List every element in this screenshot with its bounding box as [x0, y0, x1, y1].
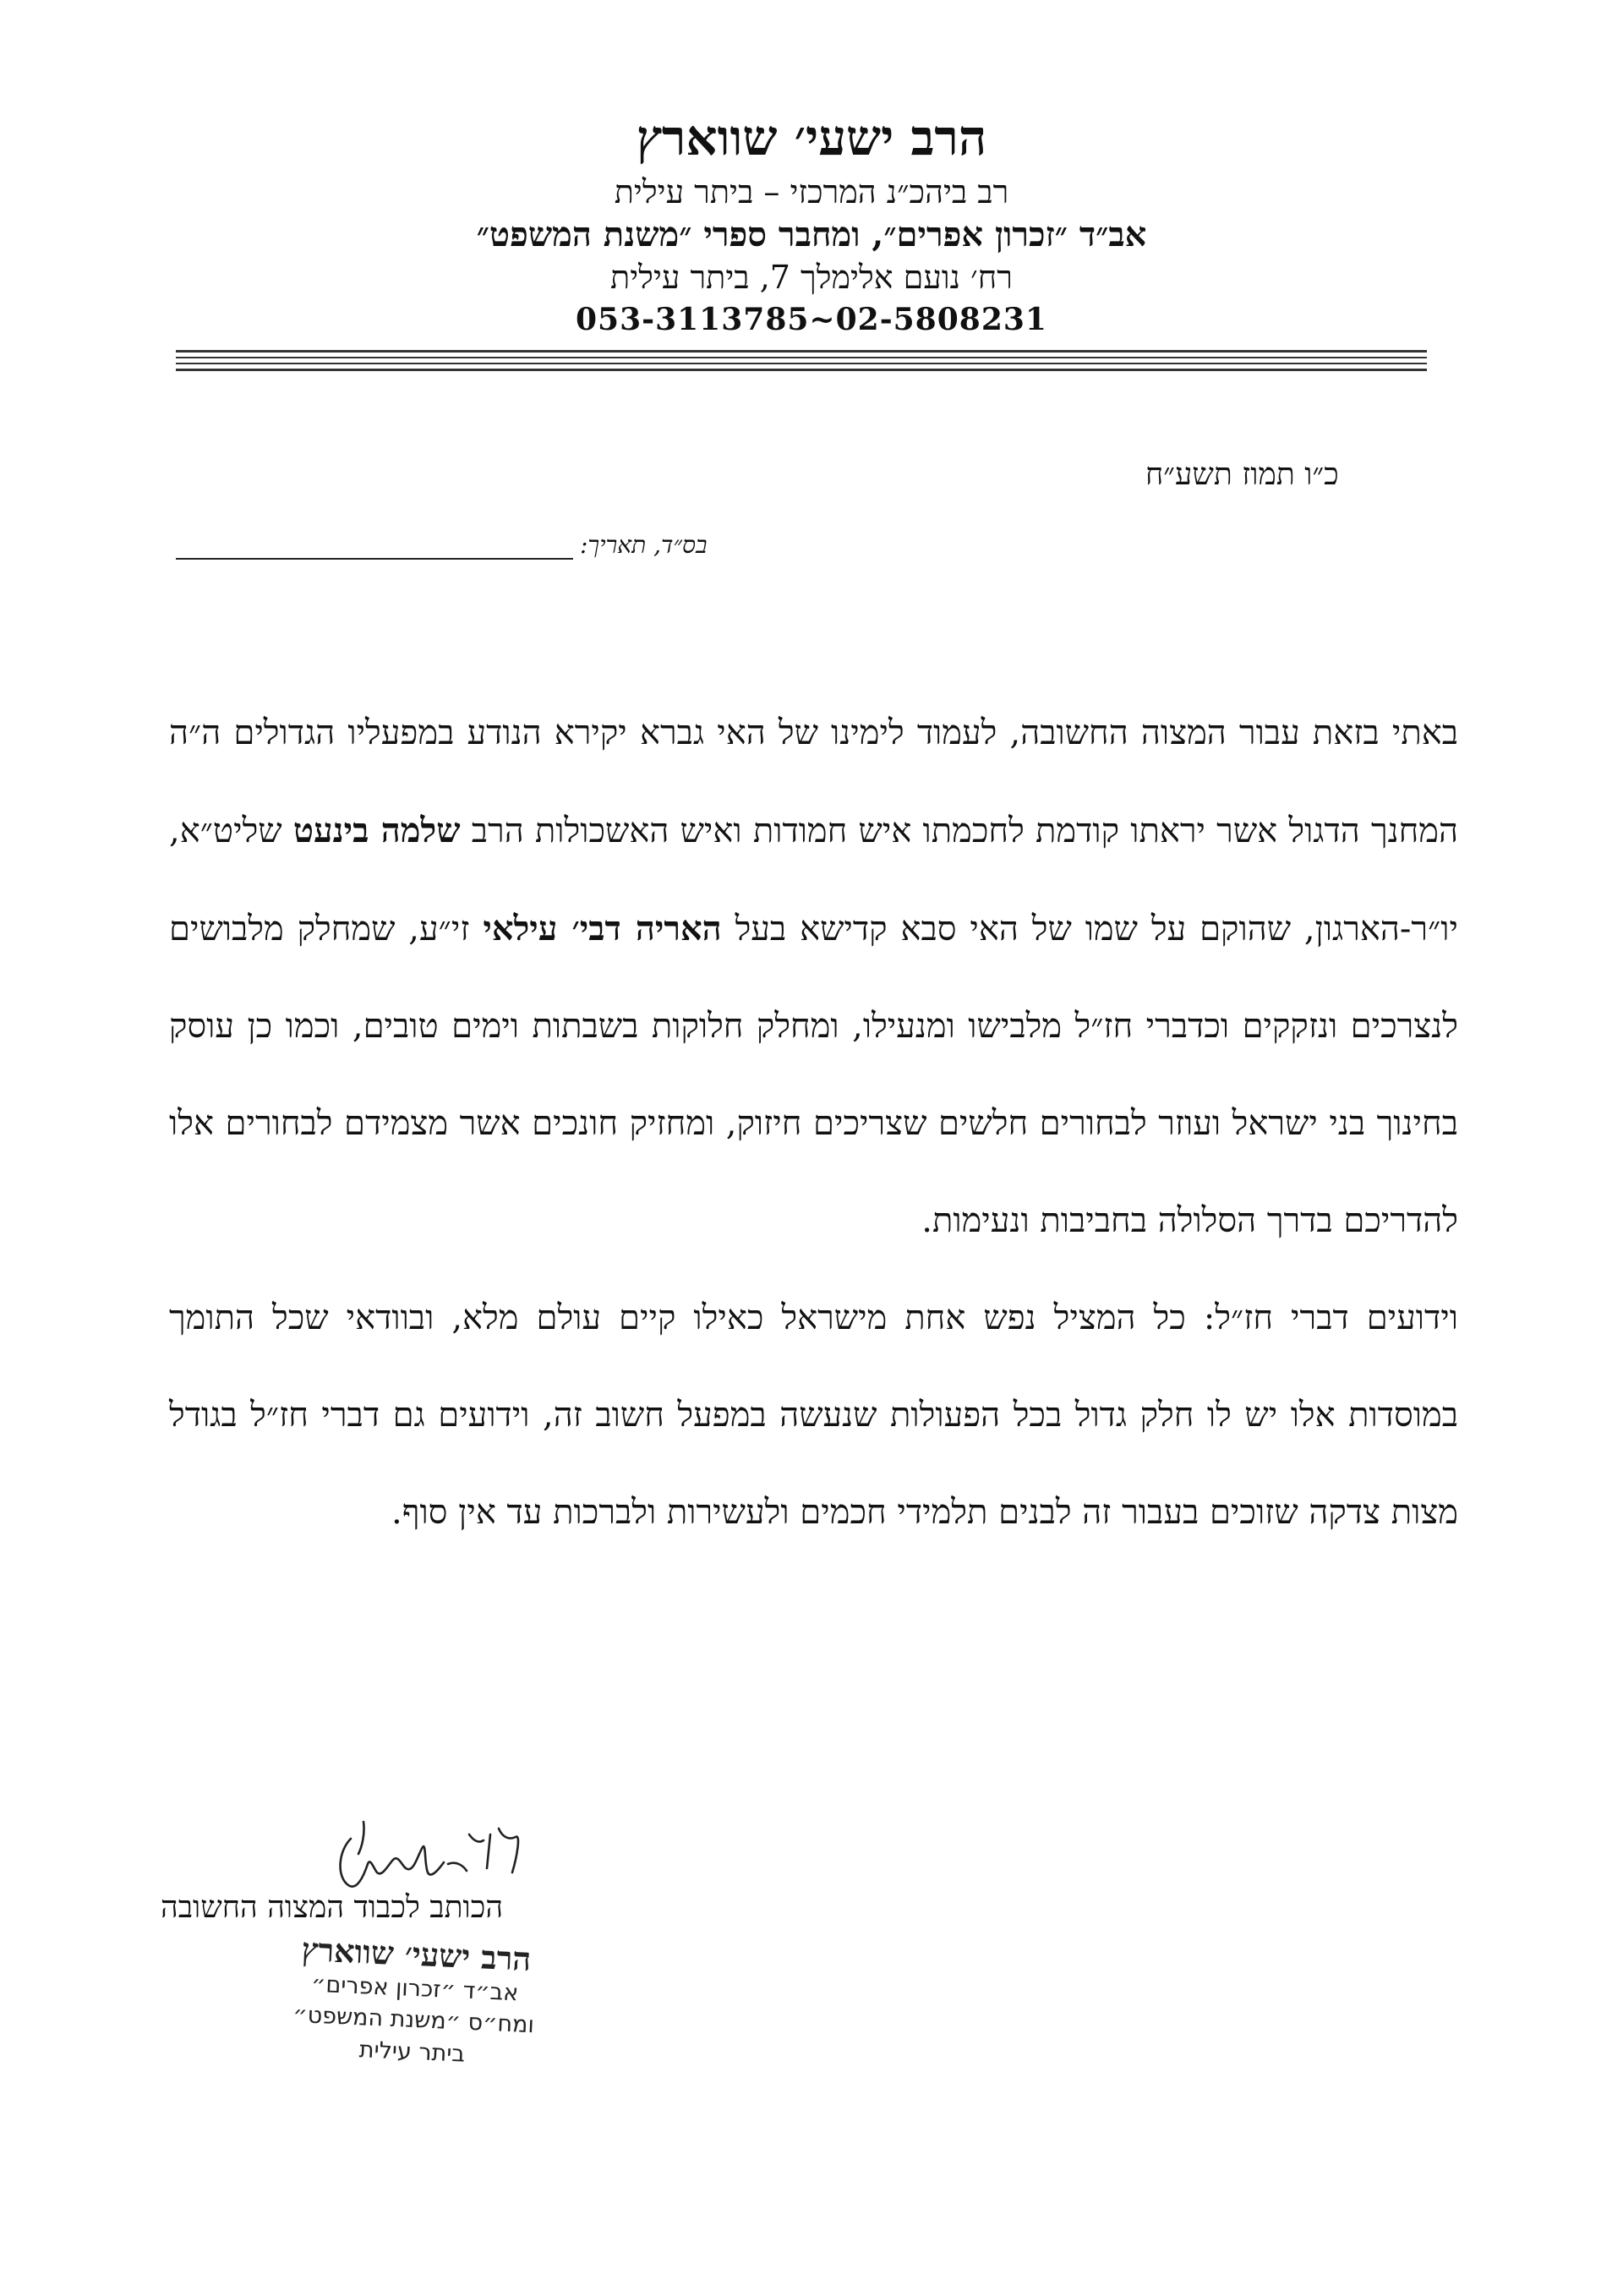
- letter-body: [169, 685, 1458, 1561]
- letterhead-address: רח׳ נועם אלימלך 7, ביתר עילית: [610, 259, 1013, 297]
- stamp-name: הרב ישעי׳ שווארץ: [300, 1930, 533, 1978]
- body-paragraph-1: [169, 685, 1458, 1270]
- letterhead-divider: [176, 350, 1427, 374]
- hebrew-date: כ״ו תמוז תשע״ח: [1145, 457, 1339, 492]
- stamp-line-1: אב״ד ״זכרון אפרים״: [310, 1971, 519, 2007]
- date-field: [176, 531, 707, 560]
- letterhead: [169, 110, 1454, 337]
- date-label: בס״ד, תאריך:: [580, 531, 708, 559]
- body-name-highlight: שלמה בינעט: [292, 811, 461, 850]
- date-underline: [176, 536, 573, 560]
- body-name-highlight-2: האריה דבי׳ עילאי: [483, 909, 722, 948]
- body-paragraph-1-part-c: זי״ע, שמחלק מלבושים לנצרכים ונזקקים וכדברי חז״ל מלבישו ומנעילו, ומחלק חלוקות בשבתות וימים טובים, וכמו כן עוסק בחינוך בני ישראל ועוזר לבחורים חלשים שצריכים חיזוק, ומחזיק חונכים אשר מצמידם לבחורים אלו להדריכם בדרך הסלולה בחביבות ונעימות.: [169, 910, 1458, 1240]
- letterhead-titles: אב״ד ״זכרון אפרים״, ומחבר ספרי ״משנת המשפט״: [476, 215, 1147, 255]
- body-paragraph-1-part-b: שליט״א, יו״ר-הארגון, שהוקם על שמו של האי סבא קדישא בעל: [169, 812, 1458, 948]
- body-paragraph-1-part-a: באתי בזאת עבור המצוה החשובה, לעמוד לימינו של האי גברא יקירא הנודע במפעליו הגדולים ה״ה המחנך הדגול אשר יראתו קודמת לחכמתו איש חמודות ואיש האשכולות הרב: [169, 713, 1459, 850]
- body-paragraph-2: וידועים דברי חז״ל: כל המציל נפש אחת מישראל כאילו קיים עולם מלא, ובוודאי שכל התומך במוסדות אלו יש לו חלק גדול בכל הפעולות שנעשה במפעל חשוב זה, וידועים גם דברי חז״ל בגודל מצות צדקה שזוכים בעבור זה לבנים תלמידי חכמים ולעשירות ולברכות עד אין סוף.: [169, 1298, 1458, 1532]
- stamp-line-3: ביתר עילית: [358, 2036, 466, 2068]
- letterhead-phones: 053-3113785~02-5808231: [576, 302, 1047, 338]
- closing-line: הכותב לכבוד המצוה החשובה: [161, 1890, 504, 1925]
- rabbi-stamp: [276, 1930, 553, 2075]
- stamp-line-2: ומח״ס ״משנת המשפט״: [292, 2002, 535, 2039]
- letterhead-rabbi-name: הרב ישעי׳ שווארץ: [636, 109, 987, 167]
- letterhead-position: רב ביהכ״נ המרכזי – ביתר עילית: [614, 172, 1009, 210]
